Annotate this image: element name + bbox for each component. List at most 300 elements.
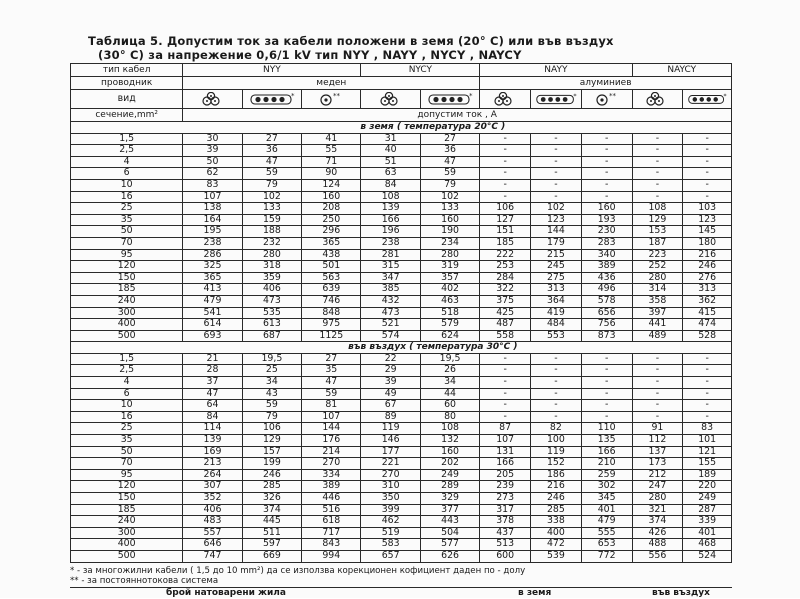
current-value-cell: 473 [361, 307, 420, 319]
current-value-cell: 34 [242, 377, 301, 389]
table-row [71, 400, 732, 412]
current-value-cell: 350 [361, 493, 420, 505]
current-value-cell: 146 [361, 435, 420, 447]
multi-core-flat-icon [531, 90, 582, 109]
table-row [71, 446, 732, 458]
table-row [71, 516, 732, 528]
current-value-cell: 280 [242, 249, 301, 261]
current-value-cell: 187 [632, 237, 683, 249]
current-value-cell: - [480, 168, 531, 180]
current-value-cell: - [683, 191, 732, 203]
current-value-cell: 578 [581, 295, 632, 307]
current-value-cell: 253 [480, 261, 531, 273]
cross-section-cell: 240 [71, 516, 183, 528]
current-value-cell: 362 [683, 295, 732, 307]
cross-section-cell: 300 [71, 527, 183, 539]
section-air-title: във въздух ( температура 30°С ) [183, 342, 683, 354]
current-value-cell: 246 [242, 469, 301, 481]
current-value-cell: 280 [420, 249, 479, 261]
current-value-cell: - [531, 388, 582, 400]
current-value-cell: - [531, 191, 582, 203]
current-value-cell: 129 [632, 214, 683, 226]
label-view: вид [71, 90, 183, 109]
current-value-cell: 28 [183, 365, 242, 377]
table-row [71, 156, 732, 168]
current-value-cell: - [632, 353, 683, 365]
cross-section-cell: 120 [71, 481, 183, 493]
current-value-cell: 30 [183, 133, 242, 145]
current-value-cell: 426 [632, 527, 683, 539]
current-value-cell: 119 [361, 423, 420, 435]
current-value-cell: - [683, 168, 732, 180]
table-row [71, 504, 732, 516]
current-value-cell: 108 [632, 203, 683, 215]
current-value-cell: 108 [420, 423, 479, 435]
section-ground-header [71, 122, 732, 134]
current-value-cell: 144 [302, 423, 361, 435]
footer-loaded-cores: брой натоварени жила [166, 588, 286, 598]
current-value-cell: 326 [242, 493, 301, 505]
current-value-cell: 772 [581, 550, 632, 562]
current-value-cell: 484 [531, 319, 582, 331]
current-value-cell: 80 [420, 411, 479, 423]
svg-text:*: * [469, 92, 473, 100]
current-value-cell: 36 [420, 145, 479, 157]
current-value-cell: 64 [183, 400, 242, 412]
current-value-cell: 208 [302, 203, 361, 215]
current-value-cell: 212 [632, 469, 683, 481]
cross-section-cell: 1,5 [71, 353, 183, 365]
single-core-icon [581, 90, 632, 109]
table-row [71, 295, 732, 307]
current-value-cell: - [480, 179, 531, 191]
current-value-cell: 397 [632, 307, 683, 319]
current-value-cell: - [632, 156, 683, 168]
current-value-cell: 334 [302, 469, 361, 481]
current-value-cell: 193 [581, 214, 632, 226]
current-value-cell: 27 [242, 133, 301, 145]
current-value-cell: 302 [581, 481, 632, 493]
current-value-cell: 160 [581, 203, 632, 215]
current-value-cell: 199 [242, 458, 301, 470]
current-value-cell: 84 [183, 411, 242, 423]
current-value-cell: - [581, 411, 632, 423]
current-value-cell: 378 [480, 516, 531, 528]
current-value-cell: 34 [420, 377, 479, 389]
current-value-cell: - [531, 156, 582, 168]
current-value-cell: 196 [361, 226, 420, 238]
current-value-cell: - [581, 365, 632, 377]
current-value-cell: 188 [242, 226, 301, 238]
current-value-cell: 119 [531, 446, 582, 458]
current-value-cell: 102 [531, 203, 582, 215]
current-value-cell: 43 [242, 388, 301, 400]
table-row [71, 272, 732, 284]
type-nayy: NAYY [480, 64, 632, 77]
current-value-cell: - [632, 179, 683, 191]
current-value-cell: - [480, 400, 531, 412]
current-value-cell: 358 [632, 295, 683, 307]
current-value-cell: 51 [361, 156, 420, 168]
current-value-cell: 81 [302, 400, 361, 412]
current-value-cell: 102 [242, 191, 301, 203]
current-value-cell: - [581, 377, 632, 389]
current-value-cell: - [581, 353, 632, 365]
current-value-cell: - [531, 353, 582, 365]
current-value-cell: 389 [302, 481, 361, 493]
current-value-cell: 195 [183, 226, 242, 238]
current-value-cell: 144 [531, 226, 582, 238]
current-value-cell: 238 [361, 237, 420, 249]
current-value-cell: 60 [420, 400, 479, 412]
current-value-cell: - [531, 168, 582, 180]
current-value-cell: 746 [302, 295, 361, 307]
current-value-cell: 639 [302, 284, 361, 296]
cross-section-cell: 185 [71, 284, 183, 296]
current-value-cell: 19,5 [242, 353, 301, 365]
current-value-cell: 443 [420, 516, 479, 528]
table-row [71, 377, 732, 389]
current-value-cell: 210 [581, 458, 632, 470]
current-value-cell: 555 [581, 527, 632, 539]
current-value-cell: 357 [420, 272, 479, 284]
current-value-cell: 102 [420, 191, 479, 203]
current-value-cell: 270 [302, 458, 361, 470]
cross-section-cell: 95 [71, 249, 183, 261]
current-value-cell: 653 [581, 539, 632, 551]
current-value-cell: 975 [302, 319, 361, 331]
current-value-cell: 107 [183, 191, 242, 203]
current-value-cell: 127 [480, 214, 531, 226]
current-value-cell: 445 [242, 516, 301, 528]
current-value-cell: 479 [581, 516, 632, 528]
current-value-cell: - [581, 145, 632, 157]
current-value-cell: 329 [420, 493, 479, 505]
current-value-cell: 401 [683, 527, 732, 539]
conductor-aluminium: алуминиев [480, 77, 732, 90]
current-value-cell: 47 [183, 388, 242, 400]
current-value-cell: 55 [302, 145, 361, 157]
current-value-cell: 583 [361, 539, 420, 551]
label-conductor: проводник [71, 77, 183, 90]
current-value-cell: 26 [420, 365, 479, 377]
cross-section-cell: 300 [71, 307, 183, 319]
current-value-cell: 152 [531, 458, 582, 470]
current-value-cell: 166 [581, 446, 632, 458]
svg-text:*: * [573, 92, 577, 101]
type-nycy: NYCY [361, 64, 480, 77]
current-value-cell: - [632, 133, 683, 145]
current-value-cell: 345 [581, 493, 632, 505]
current-value-cell: 374 [632, 516, 683, 528]
current-value-cell: 132 [420, 435, 479, 447]
svg-text:*: * [290, 92, 295, 100]
section-ground-title: в земя ( температура 20°С ) [183, 122, 683, 134]
current-value-cell: 338 [531, 516, 582, 528]
current-value-cell: 1125 [302, 330, 361, 342]
current-value-cell: 110 [581, 423, 632, 435]
current-value-cell: 79 [242, 179, 301, 191]
current-value-cell: 112 [632, 435, 683, 447]
current-value-cell: 179 [531, 237, 582, 249]
current-value-cell: 873 [581, 330, 632, 342]
current-value-cell: 315 [361, 261, 420, 273]
current-value-cell: 137 [632, 446, 683, 458]
current-value-cell: 626 [420, 550, 479, 562]
current-value-cell: 528 [683, 330, 732, 342]
current-value-cell: 216 [531, 481, 582, 493]
current-value-cell: 79 [242, 411, 301, 423]
current-value-cell: 205 [480, 469, 531, 481]
current-value-cell: 322 [480, 284, 531, 296]
current-value-cell: 994 [302, 550, 361, 562]
current-value-cell: 479 [183, 295, 242, 307]
current-value-cell: 352 [183, 493, 242, 505]
current-value-cell: 377 [420, 504, 479, 516]
current-value-cell: 131 [480, 446, 531, 458]
current-value-cell: 238 [183, 237, 242, 249]
current-rating-table [70, 63, 732, 563]
cross-section-cell: 120 [71, 261, 183, 273]
current-value-cell: - [581, 179, 632, 191]
current-value-cell: 232 [242, 237, 301, 249]
table-row [71, 527, 732, 539]
cross-section-cell: 35 [71, 214, 183, 226]
row-section-current [71, 109, 732, 122]
current-value-cell: - [480, 145, 531, 157]
current-value-cell: 36 [242, 145, 301, 157]
current-value-cell: 123 [531, 214, 582, 226]
current-value-cell: 216 [683, 249, 732, 261]
table-row [71, 435, 732, 447]
current-value-cell: 106 [242, 423, 301, 435]
current-value-cell: - [480, 353, 531, 365]
table-row [71, 493, 732, 505]
current-value-cell: 121 [683, 446, 732, 458]
current-value-cell: 524 [683, 550, 732, 562]
current-value-cell: 285 [531, 504, 582, 516]
label-cable-type: тип кабел [71, 64, 183, 77]
current-value-cell: - [480, 377, 531, 389]
table-row [71, 133, 732, 145]
cross-section-cell: 10 [71, 400, 183, 412]
current-value-cell: 319 [420, 261, 479, 273]
current-value-cell: 190 [420, 226, 479, 238]
cross-section-cell: 25 [71, 423, 183, 435]
current-value-cell: 487 [480, 319, 531, 331]
title-line-2: (30° С) за напрежение 0,6/1 kV тип NYY , NAYY , NYCY , NAYCY [98, 48, 522, 62]
cross-section-cell: 6 [71, 168, 183, 180]
current-value-cell: - [632, 400, 683, 412]
current-value-cell: - [632, 377, 683, 389]
current-value-cell: 166 [361, 214, 420, 226]
current-value-cell: 496 [581, 284, 632, 296]
current-value-cell: 310 [361, 481, 420, 493]
current-value-cell: 50 [183, 156, 242, 168]
cross-section-cell: 70 [71, 237, 183, 249]
current-value-cell: 25 [242, 365, 301, 377]
current-value-cell: - [632, 145, 683, 157]
current-value-cell: 513 [480, 539, 531, 551]
cross-section-cell: 50 [71, 446, 183, 458]
row-cable-type [71, 64, 732, 77]
cross-section-cell: 50 [71, 226, 183, 238]
current-value-cell: - [632, 168, 683, 180]
current-value-cell: 339 [683, 516, 732, 528]
current-value-cell: - [581, 156, 632, 168]
current-value-cell: - [531, 365, 582, 377]
current-value-cell: 27 [420, 133, 479, 145]
current-value-cell: 185 [480, 237, 531, 249]
cross-section-cell: 240 [71, 295, 183, 307]
current-value-cell: 151 [480, 226, 531, 238]
table-row [71, 365, 732, 377]
current-value-cell: 135 [581, 435, 632, 447]
current-value-cell: 400 [531, 527, 582, 539]
row-conductor [71, 77, 732, 90]
current-value-cell: 22 [361, 353, 420, 365]
current-value-cell: 160 [420, 214, 479, 226]
current-value-cell: 472 [531, 539, 582, 551]
current-value-cell: - [531, 400, 582, 412]
current-value-cell: 556 [632, 550, 683, 562]
current-value-cell: - [581, 168, 632, 180]
svg-text:**: ** [333, 92, 341, 100]
current-value-cell: - [683, 133, 732, 145]
svg-text:**: ** [608, 92, 616, 100]
current-value-cell: 574 [361, 330, 420, 342]
current-value-cell: 59 [242, 168, 301, 180]
table-row [71, 145, 732, 157]
current-value-cell: 535 [242, 307, 301, 319]
current-value-cell: 252 [632, 261, 683, 273]
current-value-cell: 176 [302, 435, 361, 447]
air-rows [71, 353, 732, 562]
current-value-cell: 296 [302, 226, 361, 238]
current-value-cell: 169 [183, 446, 242, 458]
current-value-cell: 425 [480, 307, 531, 319]
current-value-cell: - [632, 191, 683, 203]
footnote-dc: ** - за постояннотокова система [70, 576, 219, 586]
label-allowed-current: допустим ток , А [183, 109, 732, 122]
current-value-cell: 287 [683, 504, 732, 516]
current-value-cell: 687 [242, 330, 301, 342]
current-value-cell: 103 [683, 203, 732, 215]
current-value-cell: 35 [302, 365, 361, 377]
current-value-cell: 558 [480, 330, 531, 342]
current-value-cell: 90 [302, 168, 361, 180]
current-value-cell: 108 [361, 191, 420, 203]
three-core-trefoil-icon [183, 90, 242, 109]
current-value-cell: 519 [361, 527, 420, 539]
single-core-icon [302, 90, 361, 109]
current-value-cell: 406 [183, 504, 242, 516]
current-value-cell: 541 [183, 307, 242, 319]
section-air-header [71, 342, 732, 354]
current-value-cell: - [581, 400, 632, 412]
current-value-cell: 468 [683, 539, 732, 551]
table-title [88, 34, 728, 62]
current-value-cell: - [632, 365, 683, 377]
current-value-cell: 365 [302, 237, 361, 249]
current-value-cell: 438 [302, 249, 361, 261]
cross-section-cell: 95 [71, 469, 183, 481]
current-value-cell: 39 [361, 377, 420, 389]
current-value-cell: 313 [531, 284, 582, 296]
current-value-cell: 62 [183, 168, 242, 180]
footnote-multicore: * - за многожилни кабели ( 1,5 до 10 mm²) да се използва корекционен кофициент даден по - долу [70, 566, 526, 576]
current-value-cell: 283 [581, 237, 632, 249]
current-value-cell: 47 [302, 377, 361, 389]
label-section: сечение,mm² [71, 109, 183, 122]
current-value-cell: - [683, 179, 732, 191]
cross-section-cell: 400 [71, 539, 183, 551]
current-value-cell: - [531, 377, 582, 389]
current-value-cell: 138 [183, 203, 242, 215]
cross-section-cell: 25 [71, 203, 183, 215]
current-value-cell: 47 [242, 156, 301, 168]
cross-section-cell: 150 [71, 493, 183, 505]
table-row [71, 284, 732, 296]
current-value-cell: - [531, 411, 582, 423]
current-value-cell: 359 [242, 272, 301, 284]
current-value-cell: 600 [480, 550, 531, 562]
current-value-cell: - [480, 191, 531, 203]
current-value-cell: 281 [361, 249, 420, 261]
current-value-cell: 280 [632, 272, 683, 284]
current-value-cell: 488 [632, 539, 683, 551]
current-value-cell: 441 [632, 319, 683, 331]
current-value-cell: 139 [361, 203, 420, 215]
current-value-cell: 214 [302, 446, 361, 458]
current-value-cell: 474 [683, 319, 732, 331]
current-value-cell: 669 [242, 550, 301, 562]
current-value-cell: 186 [531, 469, 582, 481]
current-value-cell: - [683, 400, 732, 412]
current-value-cell: - [683, 145, 732, 157]
current-value-cell: 59 [302, 388, 361, 400]
current-value-cell: 79 [420, 179, 479, 191]
cross-section-cell: 400 [71, 319, 183, 331]
current-value-cell: 557 [183, 527, 242, 539]
current-value-cell: 717 [302, 527, 361, 539]
current-value-cell: 189 [683, 469, 732, 481]
current-value-cell: 273 [480, 493, 531, 505]
current-value-cell: 415 [683, 307, 732, 319]
current-value-cell: 153 [632, 226, 683, 238]
table-row [71, 214, 732, 226]
table-row [71, 423, 732, 435]
current-value-cell: 317 [480, 504, 531, 516]
current-value-cell: 399 [361, 504, 420, 516]
current-value-cell: 432 [361, 295, 420, 307]
current-value-cell: - [683, 365, 732, 377]
current-value-cell: 275 [531, 272, 582, 284]
svg-text:*: * [723, 93, 727, 101]
current-value-cell: 245 [531, 261, 582, 273]
current-value-cell: 579 [420, 319, 479, 331]
cross-section-cell: 35 [71, 435, 183, 447]
cross-section-cell: 70 [71, 458, 183, 470]
current-value-cell: 173 [632, 458, 683, 470]
current-value-cell: 614 [183, 319, 242, 331]
table-row [71, 388, 732, 400]
current-value-cell: 307 [183, 481, 242, 493]
current-value-cell: 656 [581, 307, 632, 319]
current-value-cell: 145 [683, 226, 732, 238]
current-value-cell: 47 [420, 156, 479, 168]
current-value-cell: 247 [632, 481, 683, 493]
